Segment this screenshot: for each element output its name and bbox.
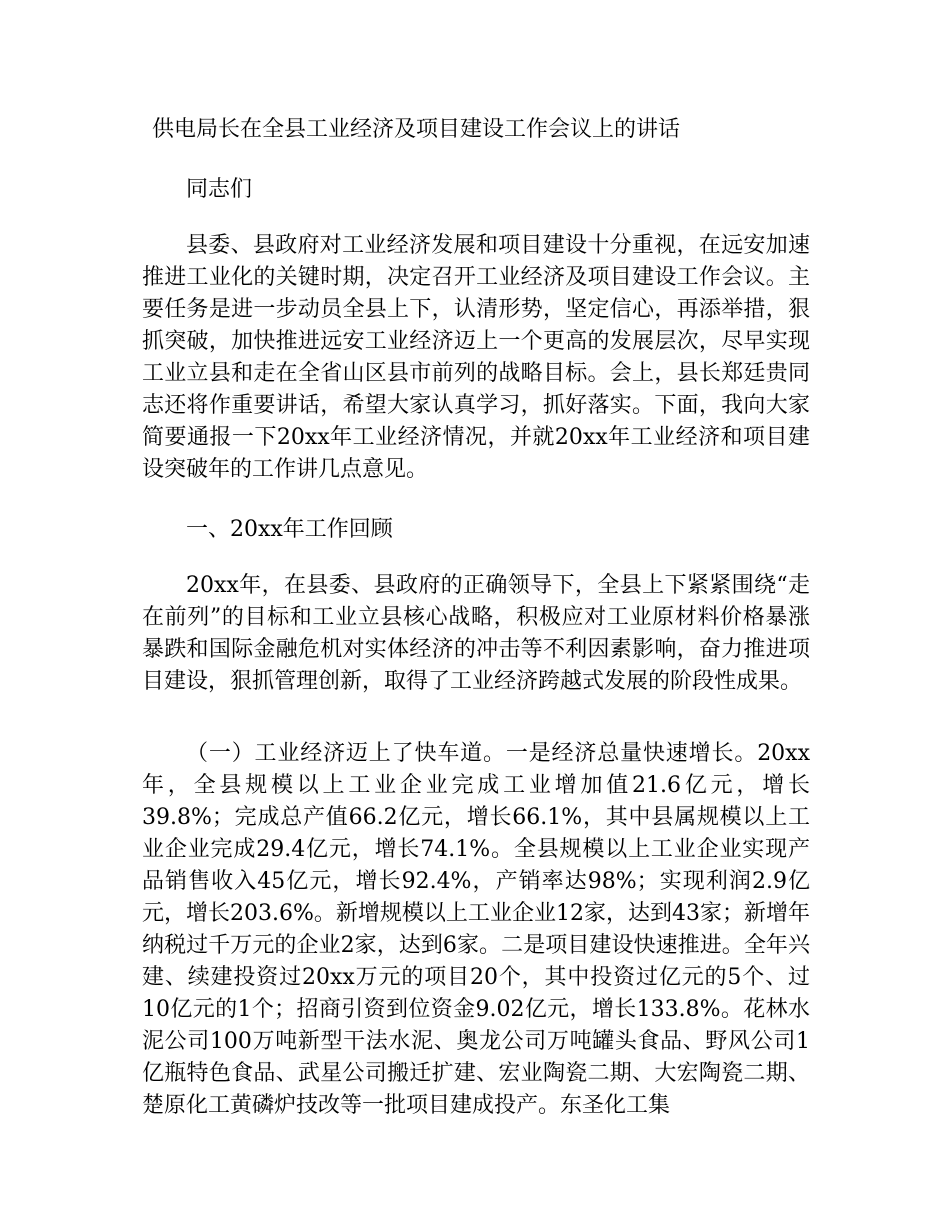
document-title: 供电局长在全县工业经济及项目建设工作会议上的讲话 [152,117,681,142]
salutation: 同志们 [186,177,253,202]
paragraph-industrial-economy: （一）工业经济迈上了快车道。一是经济总量快速增长。20xx年，全县规模以上工业企业完成工业增加值21.6亿元，增长39.8%；完成总产值66.2亿元，增长66.1%，其中县属规模以上工业企业完成29.4亿元，增长74.1%。全县规模以上工业企业实现产品销售收入45亿元，增长92.4%，产销率达98%；实现利润2.9亿元，增长203.6%。新增规模以上工业企业12家，达到43家；新增年纳税过千万元的企业2家，达到6家。二是项目建设快速推进。全年兴建、续建投资过20xx万元的项目20个，其中投资过亿元的5个、过10亿元的1个；招商引资到位资金9.02亿元，增长133.8%。花林水泥公司100万吨新型干法水泥、奥龙公司万吨罐头食品、野风公司1亿瓶特色食品、武星公司搬迁扩建、宏业陶瓷二期、大宏陶瓷二期、楚原化工黄磷炉技改等一批项目建成投产。东圣化工集 [142,741,810,1118]
paragraph-review-summary: 20xx年，在县委、县政府的正确领导下，全县上下紧紧围绕“走在前列”的目标和工业立县核心战略，积极应对工业原材料价格暴涨暴跌和国际金融危机对实体经济的冲击等不利因素影响，奋力推进项目建设，狠抓管理创新，取得了工业经济跨越式发展的阶段性成果。 [142,573,810,694]
paragraph-intro: 县委、县政府对工业经济发展和项目建设十分重视，在远安加速推进工业化的关键时期，决定召开工业经济及项目建设工作会议。主要任务是进一步动员全县上下，认清形势，坚定信心，再添举措，狠抓突破，加快推进远安工业经济迈上一个更高的发展层次，尽早实现工业立县和走在全省山区县市前列的战略目标。会上，县长郑廷贵同志还将作重要讲话，希望大家认真学习，抓好落实。下面，我向大家简要通报一下20xx年工业经济情况，并就20xx年工业经济和项目建设突破年的工作讲几点意见。 [142,233,810,482]
section-heading-review: 一、20xx年工作回顾 [186,517,393,542]
